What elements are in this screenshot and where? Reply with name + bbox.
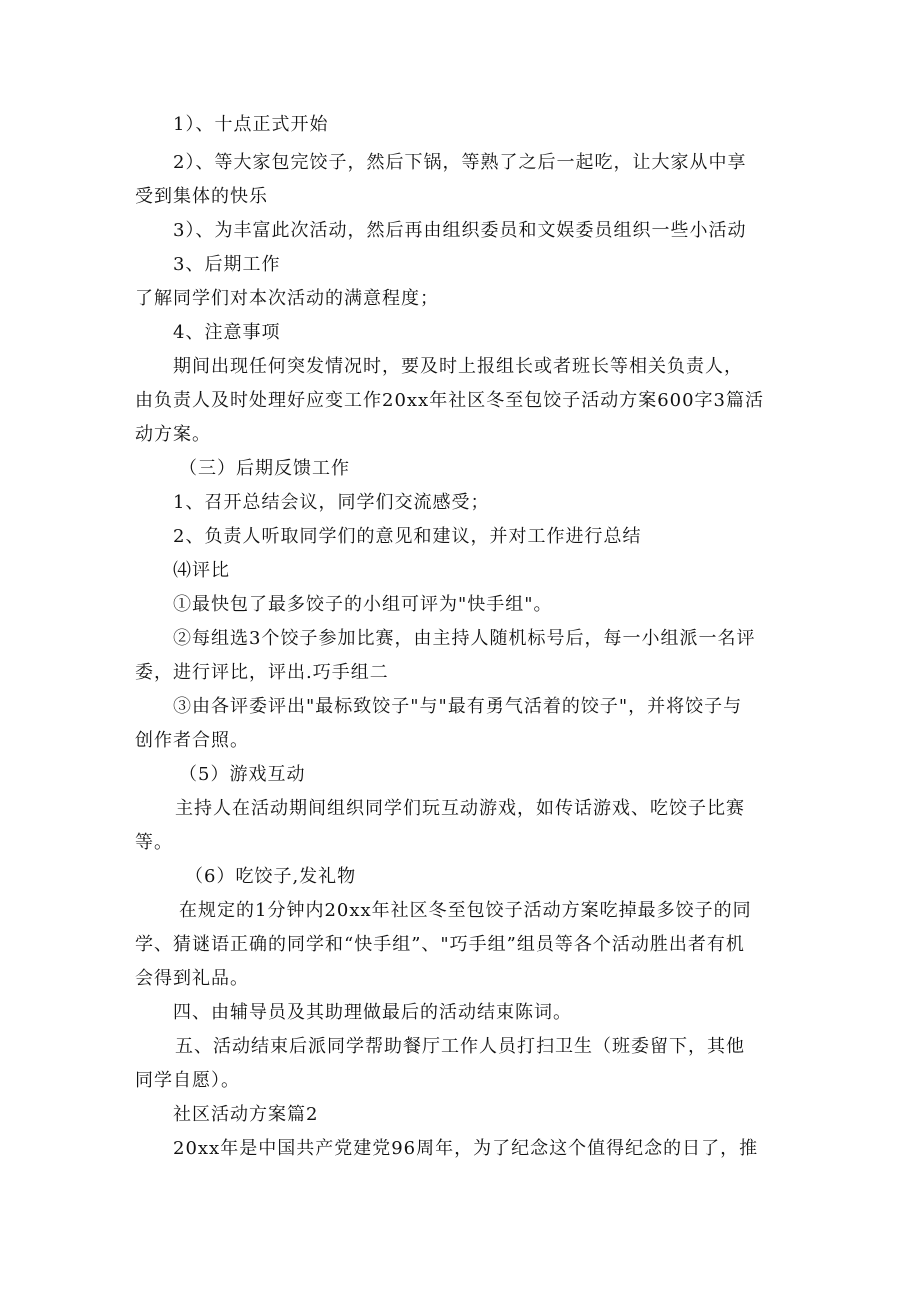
- text-line: 3、后期工作: [173, 254, 281, 275]
- text-line: （6）吃饺子,发礼物: [185, 866, 357, 887]
- text-line: 会得到礼品。: [135, 968, 249, 989]
- text-line: ③由各评委评出"最标致饺子"与"最有勇气活着的饺子"，并将饺子与: [173, 696, 743, 717]
- text-line: 学、猜谜语正确的同学和“快手组”、"巧手组”组员等各个活动胜出者有机: [135, 934, 745, 955]
- text-line: 4、注意事项: [173, 322, 281, 343]
- document-body: [135, 108, 790, 1166]
- text-line: 2）、等大家包完饺子，然后下锅，等熟了之后一起吃，让大家从中享: [173, 152, 747, 173]
- text-line: 由负责人及时处理好应变工作20xx年社区冬至包饺子活动方案600字3篇活: [135, 390, 765, 411]
- text-line: 主持人在活动期间组织同学们玩互动游戏，如传话游戏、吃饺子比赛: [175, 798, 745, 819]
- text-line: 等。: [135, 832, 173, 853]
- text-line: 创作者合照。: [135, 730, 249, 751]
- text-line: 在规定的1分钟内20xx年社区冬至包饺子活动方案吃掉最多饺子的同: [179, 900, 752, 921]
- text-line: 同学自愿）。: [135, 1070, 240, 1091]
- text-line: ①最快包了最多饺子的小组可评为"快手组"。: [173, 594, 553, 615]
- text-line: 了解同学们对本次活动的满意程度；: [135, 288, 439, 309]
- text-line: 四、由辅导员及其助理做最后的活动结束陈词。: [173, 1002, 572, 1023]
- text-line: 20xx年是中国共产党建党96周年，为了纪念这个值得纪念的日了，推: [173, 1138, 759, 1159]
- text-line: 动方案。: [135, 424, 211, 445]
- text-line: 3）、为丰富此次活动，然后再由组织委员和文娱委员组织一些小活动: [173, 220, 747, 241]
- text-line: 委，进行评比，评出.巧手组二: [135, 662, 389, 683]
- text-line: ⑷评比: [173, 560, 230, 581]
- text-line: （5）游戏互动: [179, 764, 306, 785]
- text-line: 1）、十点正式开始: [173, 114, 329, 135]
- text-line: （三）后期反馈工作: [179, 458, 350, 479]
- text-line: 2、负责人听取同学们的意见和建议，并对工作进行总结: [173, 526, 642, 547]
- text-line: 期间出现任何突发情况时，要及时上报组长或者班长等相关负责人，: [173, 356, 743, 377]
- text-line: 受到集体的快乐: [135, 186, 268, 207]
- text-line: ②每组选3个饺子参加比赛，由主持人随机标号后，每一小组派一名评: [173, 628, 756, 649]
- text-line: 1、召开总结会议，同学们交流感受；: [173, 492, 490, 513]
- text-line: 社区活动方案篇2: [173, 1104, 319, 1125]
- text-line: 五、活动结束后派同学帮助餐厅工作人员打扫卫生（班委留下，其他: [175, 1036, 745, 1057]
